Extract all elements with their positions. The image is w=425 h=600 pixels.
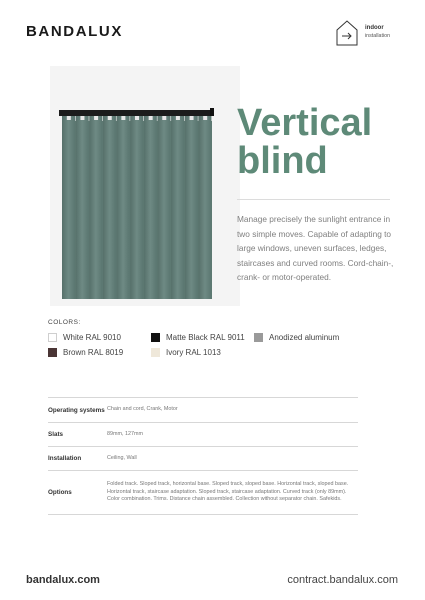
blind-slat — [103, 116, 116, 299]
spec-key: Installation — [48, 455, 82, 462]
badge-title: indoor — [365, 25, 384, 31]
specs-table — [48, 397, 358, 515]
indoor-installation-badge — [336, 20, 416, 48]
blind-slat — [144, 116, 157, 299]
house-arrow-icon — [336, 20, 358, 46]
brand-logo: BANDALUX — [26, 23, 123, 40]
color-swatch — [151, 348, 160, 357]
spec-value: 89mm, 127mm — [107, 430, 143, 437]
color-name: Matte Black RAL 9011 — [166, 333, 245, 342]
slat-carrier — [176, 116, 180, 120]
color-swatch — [254, 333, 263, 342]
blind-slat — [198, 116, 211, 299]
color-name: Ivory RAL 1013 — [166, 348, 221, 357]
color-name: Brown RAL 8019 — [63, 348, 124, 357]
slat-carrier — [121, 116, 125, 120]
blind-slat — [171, 116, 184, 299]
color-option-ivory — [151, 348, 221, 357]
slat-carrier — [67, 116, 71, 120]
slat-carrier — [135, 116, 139, 120]
colors-label: COLORS: — [48, 319, 81, 326]
badge-subtitle: installation — [365, 33, 391, 39]
slat-carrier — [80, 116, 84, 120]
footer-contract-link[interactable]: contract.bandalux.com — [287, 574, 398, 586]
product-description: Manage precisely the sunlight entrance in two simple moves. Capable of adapting to large windows, uneven surfaces, ledges, staircases and curved rooms. Cord-chain-, crank- or motor-operated. — [237, 214, 394, 283]
spec-row-slats — [48, 422, 358, 446]
slat-carrier — [94, 116, 98, 120]
product-photo — [50, 66, 240, 306]
color-swatch — [48, 348, 57, 357]
slat-carrier — [108, 116, 112, 120]
blind-slat — [76, 116, 89, 299]
slat-carrier — [149, 116, 153, 120]
spec-value: Folded track. Sloped track, horizontal base. Sloped track, sloped base. Horizontal track, sloped base. Horizontal track, staircase adaptation. Sloped track, staircase adaptation. Curved track (only 89mm). Color combination. Trims. Distance chain assembled. Collection without separator chain. Safekids. — [107, 480, 349, 503]
color-swatch — [48, 333, 57, 342]
spec-value: Ceiling, Wall — [107, 454, 137, 461]
color-name: White RAL 9010 — [63, 333, 121, 342]
slat-carrier — [190, 116, 194, 120]
footer-website-link[interactable]: bandalux.com — [26, 574, 100, 586]
spec-row-installation — [48, 446, 358, 470]
slat-carrier — [203, 116, 207, 120]
color-option-brown — [48, 348, 123, 357]
spec-key: Operating systems — [48, 406, 105, 414]
blind-slat — [89, 116, 102, 299]
spec-key: Options — [48, 489, 72, 496]
color-option-matte-black — [151, 333, 245, 342]
spec-value: Chain and cord, Crank, Motor — [107, 406, 178, 413]
color-option-anodized — [254, 333, 339, 342]
color-name: Anodized aluminum — [269, 333, 340, 342]
color-swatch — [151, 333, 160, 342]
spec-row-operating — [48, 397, 358, 422]
spec-key: Slats — [48, 431, 64, 438]
blind-slat — [157, 116, 170, 299]
blind-slat — [185, 116, 198, 299]
divider — [237, 199, 390, 200]
vertical-blind-image — [50, 66, 240, 306]
color-option-white — [48, 333, 121, 342]
product-title-line2: blind — [237, 140, 328, 182]
blind-slat — [117, 116, 130, 299]
product-title-line1: Vertical — [237, 102, 373, 144]
blind-slat — [130, 116, 143, 299]
blind-slat — [62, 116, 75, 299]
spec-row-options — [48, 470, 358, 515]
slat-carrier — [162, 116, 166, 120]
product-title — [237, 104, 372, 180]
